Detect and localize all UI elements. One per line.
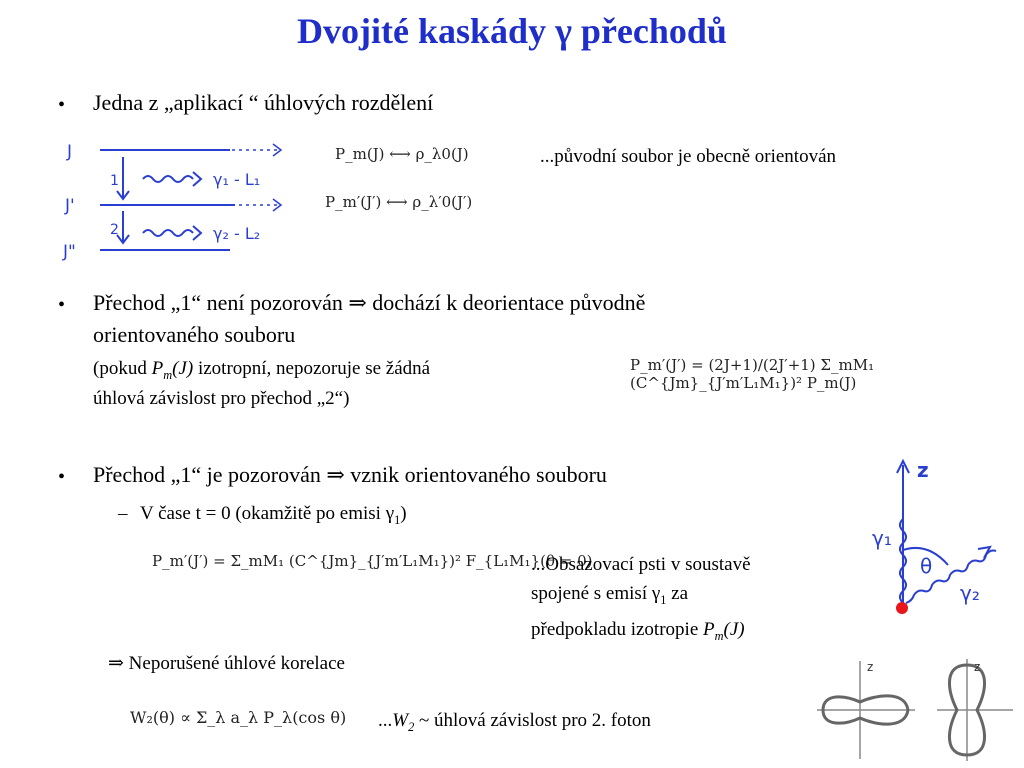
z-axis-label: z (917, 458, 929, 482)
equation-4: W₂(θ) ∝ Σ_λ a_λ P_λ(cos θ) (130, 708, 347, 727)
level-j-label: J (67, 142, 73, 162)
bullet-dot: • (58, 94, 66, 116)
angular-distribution-polar-plots (815, 655, 1020, 763)
level-j1-label: J' (65, 196, 75, 216)
equation-3: P_m′(J′) = Σ_mM₁ (C^{Jm}_{J′m′L₁M₁})² F_{L₁M₁}(θ = 0) (152, 552, 593, 570)
gamma1-label: γ₁ (872, 526, 892, 550)
undisturbed-correlations: ⇒ Neporušené úhlové korelace (108, 653, 345, 674)
gamma1-wave (143, 176, 193, 182)
gamma2-label: γ₂ - L₂ (213, 224, 261, 243)
equation-1b: P_m′(J′) ⟷ ρ_λ′0(J′) (325, 193, 473, 211)
bullet-2-line2: orientovaného souboru (93, 322, 296, 347)
level-j2-label: J" (63, 242, 76, 262)
transition-2-label: 2 (110, 222, 119, 238)
note-angular-dependence: $...W_2$ ~ úhlová závislost pro 2. foton (378, 710, 651, 734)
page-title: Dvojité kaskády γ přechodů (297, 11, 727, 51)
gamma1-label: γ₁ - L₁ (213, 170, 261, 189)
source-dot (896, 602, 908, 614)
note-original-ensemble: ...původní soubor je obecně orientován (540, 146, 837, 167)
bullet-2-subnote-line2: úhlová závislost pro přechod „2“) (93, 388, 350, 409)
polar-plot-1-z-label: z (867, 660, 874, 674)
equation-1a: P_m(J) ⟷ ρ_λ0(J) (335, 145, 469, 163)
emission-geometry-diagram (860, 455, 1010, 625)
bullet-1-text: Jedna z „aplikací “ úhlových rozdělení (93, 90, 434, 115)
bullet-dot: • (58, 466, 66, 488)
bullet-2-subnote-line1: (pokud $P_m(J)$ izotropní, nepozoruje se žádná (93, 358, 431, 382)
polar-plot-2-z-label: z (974, 660, 981, 674)
level-scheme-diagram (55, 135, 300, 265)
equation-2: P_m′(J′) = (2J+1)/(2J′+1) Σ_mM₁ (C^{Jm}_{J′m′L₁M₁})² P_m(J) (630, 356, 875, 392)
theta-label: θ (920, 554, 933, 578)
bullet-3-text: Přechod „1“ je pozorován ⇒ vznik orientovaného souboru (93, 462, 607, 487)
sub-bullet-text: V čase t = 0 (okamžitě po emisi $\gamma_1$) (140, 503, 407, 527)
bullet-dot: • (58, 294, 66, 316)
transition-1-label: 1 (110, 173, 119, 189)
gamma2-wave (143, 230, 193, 236)
bullet-2-line1: Přechod „1“ není pozorován ⇒ dochází k deorientace původně (93, 290, 646, 315)
sub-bullet-dash: – (118, 503, 128, 524)
note-occupation-probabilities: ...Obsazovací psti v soustavě spojené s emisí $\gamma_1$ za předpokladu izotropie $P_m(J)$ (531, 554, 751, 643)
gamma2-label: γ₂ (960, 581, 980, 605)
